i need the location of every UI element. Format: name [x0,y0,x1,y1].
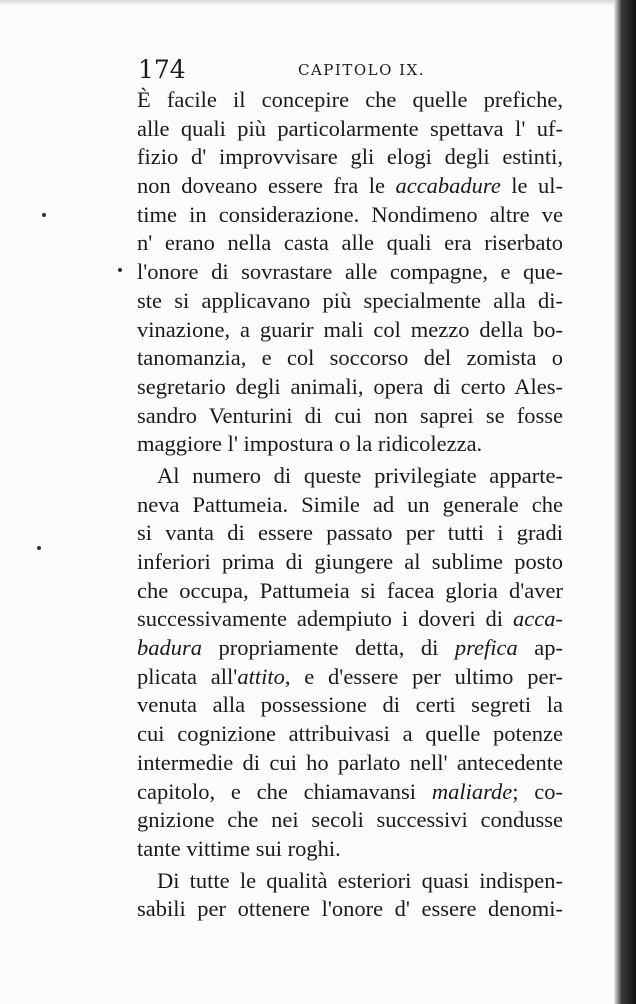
text-segment: si vanta di essere passato per tutti i gradi [137,520,563,546]
text-line [137,778,563,807]
text-segment: successivamente adempiuto i doveri di [137,606,514,632]
text-segment: inferiori prima di giungere al sublime posto [137,549,563,574]
text-segment: le ul- [500,173,563,199]
text-segment: propriamente detta, di [202,635,455,661]
text-line [137,749,563,778]
italic-text: badura [137,635,203,661]
text-segment: maggiore l' impostura o la ridicolezza. [137,431,483,457]
text-segment: venuta alla possessione di certi segreti la [137,692,563,718]
text-segment: Di tutte le qualità esteriori quasi indispen- [157,867,563,893]
ink-speck [37,546,41,550]
text-line [137,577,563,606]
text-segment: l'onore di sovrastare alle compagne, e que- [137,259,563,285]
text-line [137,201,563,230]
text-line [137,430,563,459]
text-segment: sabili per ottenere l'onore d' essere denomi- [137,896,563,922]
text-segment: , e d'essere per ultimo per- [284,663,563,689]
text-segment: neva Pattumeia. Simile ad un generale che [137,491,563,517]
running-head: CAPITOLO IX. [298,61,426,79]
italic-text: maliarde [431,778,513,804]
text-line [137,835,563,864]
text-segment: fizio d' improvvisare gli elogi degli estinti, [137,144,563,170]
text-segment: plicata all' [137,663,238,689]
body-text [137,86,563,924]
text-line [137,462,563,491]
text-line [137,316,563,345]
text-segment: tante vittime sui roghi. [137,835,341,861]
text-line [137,86,563,115]
text-line [137,548,563,577]
italic-text: prefica [454,635,518,661]
text-segment: sandro Venturini di cui non saprei se fosse [137,402,563,428]
scan-shadow-edge [614,0,636,1004]
text-segment: tanomanzia, e col soccorso del zomista o [137,345,563,371]
text-line [137,402,563,431]
text-segment: ste si applicavano più specialmente alla di- [137,287,563,313]
text-segment: non doveano essere fra le [137,173,396,199]
text-line [137,344,563,373]
text-segment: ap- [517,635,563,661]
page-header [138,52,568,88]
text-line [137,373,563,402]
text-line [137,229,563,258]
text-segment: vinazione, a guarir mali col mezzo della bo- [137,316,563,342]
italic-text: attito [237,663,285,689]
italic-text: accabadure [395,173,501,199]
text-segment: È facile il concepire che quelle prefiche, [137,87,563,112]
text-segment: Al numero di queste privilegiate apparte- [157,462,563,488]
text-segment: segretario degli animali, opera di certo Ales- [137,373,563,399]
text-segment: n' erano nella casta alle quali era riserbato [137,230,563,256]
text-line [137,491,563,520]
ink-speck [118,268,122,272]
text-segment: time in considerazione. Nondimeno altre ve [137,201,563,227]
text-segment: gnizione che nei secoli successivi condusse [137,807,563,833]
text-line [137,663,563,692]
text-line [137,143,563,172]
text-line [137,605,563,634]
text-line [137,720,563,749]
scan-shadow-top [0,0,614,6]
text-segment: ; co- [512,778,563,804]
text-segment: cui cognizione attribuivasi a quelle potenze [137,721,563,747]
text-line [137,867,563,896]
text-line [137,115,563,144]
text-line [137,634,563,663]
text-line [137,172,563,201]
page-number: 174 [138,55,186,84]
text-segment: intermedie di cui ho parlato nell' antecedente [137,749,563,775]
text-line [137,519,563,548]
text-line [137,691,563,720]
ink-speck [42,213,46,217]
text-line [137,287,563,316]
text-segment: che occupa, Pattumeia si facea gloria d'aver [137,577,563,603]
text-segment: capitolo, e che chiamavansi [137,778,432,804]
text-segment: alle quali più particolarmente spettava l' uf- [137,115,563,141]
text-line [137,895,563,924]
italic-text: acca- [513,606,563,632]
text-line [137,258,563,287]
text-line [137,806,563,835]
